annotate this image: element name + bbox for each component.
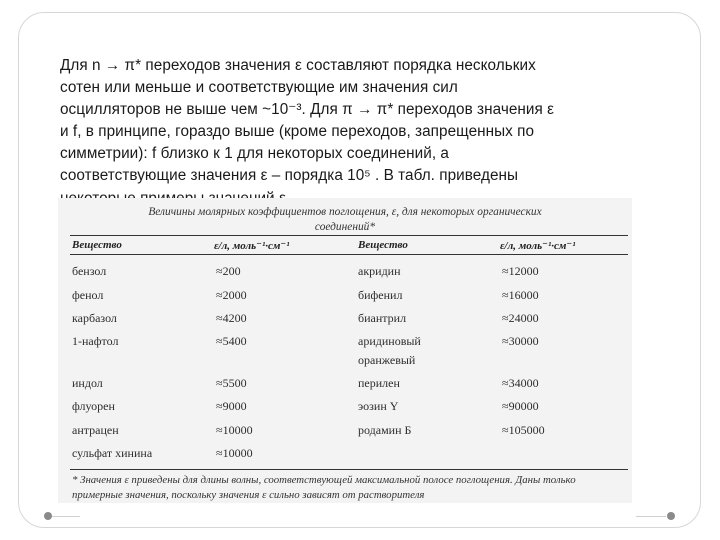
table-cell-value: ≈34000 (502, 376, 539, 390)
table-cell-value: ≈12000 (502, 264, 539, 278)
body-line: соответствующие значения ε – порядка 10⁵ . В табл. приведены (60, 167, 519, 185)
table-cell-value: ≈16000 (502, 288, 539, 302)
table-cell-substance: биантрил (358, 311, 407, 325)
table-cell-substance: эозин Y (358, 399, 399, 413)
table-cell-substance: бензол (72, 264, 107, 278)
header-epsilon-right: ε/л, моль⁻¹·см⁻¹ (500, 240, 576, 252)
table-cell-value: ≈24000 (502, 311, 539, 325)
caption-line: Величины молярных коэффициентов поглощения, ε, для некоторых органических (148, 206, 542, 218)
table-cell-substance: акридин (358, 264, 401, 278)
table-bottom-rule (70, 469, 628, 470)
table-cell-substance: 1-нафтол (72, 334, 119, 348)
table-cell-substance: антрацен (72, 423, 119, 437)
header-epsilon-left: ε/л, моль⁻¹·см⁻¹ (214, 240, 290, 252)
footnote-line: примерные значения, поскольку значения ε сильно зависят от растворителя (72, 488, 425, 501)
table-cell-substance: бифенил (358, 288, 403, 302)
table-cell-substance: индол (72, 376, 103, 390)
body-line: и f, в принципе, гораздо выше (кроме переходов, запрещенных по (60, 123, 535, 141)
table-cell-value: ≈105000 (502, 423, 545, 437)
table-cell-value: ≈4200 (216, 311, 247, 325)
table-cell-value: ≈9000 (216, 399, 247, 413)
table-cell-substance: сульфат хинина (72, 446, 153, 460)
slide-body-text (60, 55, 660, 210)
body-line: Для n → π* переходов значения ε составляют порядка нескольких (60, 57, 536, 74)
frame-rail-left (52, 516, 80, 517)
table-cell-substance: аридиновый (358, 334, 421, 348)
table-cell-value: ≈10000 (216, 446, 253, 460)
body-line: симметрии): f близко к 1 для некоторых соединений, а (60, 145, 449, 163)
table-cell-value: ≈90000 (502, 399, 539, 413)
table-cell-substance: родамин Б (358, 423, 412, 437)
table-cell-value: ≈30000 (502, 334, 539, 348)
header-substance-right: Вещество (358, 239, 408, 251)
corner-dot-left (44, 512, 52, 520)
table-cell-value: ≈5400 (216, 334, 247, 348)
table-header-rule (70, 254, 628, 255)
table-cell-value: ≈2000 (216, 288, 247, 302)
table-cell-value: ≈5500 (216, 376, 247, 390)
table-cell-value: ≈200 (216, 264, 241, 278)
body-line: осцилляторов не выше чем ~10⁻³. Для π → π* переходов значения ε (60, 101, 555, 119)
frame-rail-right (636, 516, 666, 517)
table-cell-value: ≈10000 (216, 423, 253, 437)
header-substance-left: Вещество (72, 239, 122, 251)
corner-dot-right (667, 512, 675, 520)
table-cell-substance: фенол (72, 288, 104, 302)
caption-line: соединений* (314, 221, 376, 233)
table-top-rule (70, 235, 628, 236)
body-line: сотен или меньше и соответствующие им значения сил (60, 79, 458, 97)
table-cell-substance: карбазол (72, 311, 117, 325)
table-cell-substance: оранжевый (358, 353, 416, 367)
scanned-table-image (58, 198, 632, 503)
table-cell-substance: перилен (358, 376, 400, 390)
table-footnote (72, 473, 628, 502)
table-caption (58, 205, 632, 235)
footnote-line: * Значения ε приведены для длины волны, соответствующей максимальной полосе поглощения. Даны только (72, 474, 576, 486)
table-cell-substance: флуорен (72, 399, 115, 413)
